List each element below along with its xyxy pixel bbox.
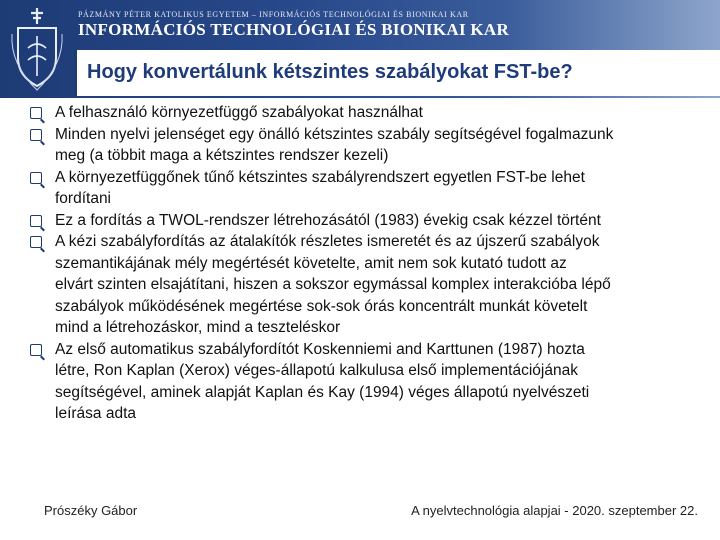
bullet-item xyxy=(30,102,710,124)
hollow-square-bullet-icon xyxy=(30,129,42,141)
bullet-line: A kézi szabályfordítás az átalakítók részletes ismeretét és az újszerű szabályok xyxy=(55,233,600,250)
bullet-line: Minden nyelvi jelenséget egy önálló kétszintes szabály segítségével fogalmazunk xyxy=(55,125,614,143)
header-banner xyxy=(0,0,720,98)
bullet-line: segítségével, aminek alapját Kaplan és Kay (1994) véges állapotú nyelvészeti xyxy=(55,383,590,401)
title-box xyxy=(74,50,720,96)
faculty-name: INFORMÁCIÓS TECHNOLÓGIAI ÉS BIONIKAI KAR xyxy=(78,20,510,39)
bullet-item xyxy=(30,210,710,232)
bullet-list xyxy=(30,102,710,425)
footer-author: Prószéky Gábor xyxy=(44,503,138,518)
university-name: PÁZMÁNY PÉTER KATOLIKUS EGYETEM – INFORMÁCIÓS TECHNOLÓGIAI ÉS BIONIKAI KAR xyxy=(78,10,469,19)
hollow-square-bullet-icon xyxy=(30,344,42,356)
bullet-item xyxy=(30,124,710,167)
bullet-line: A felhasználó környezetfüggő szabályokat használhat xyxy=(55,104,423,121)
bullet-line: szabályok működésének megértése sok-sok órás koncentrált munkát követelt xyxy=(55,297,588,315)
bullet-line: Az első automatikus szabályfordítót Koskenniemi and Karttunen (1987) hozta xyxy=(55,340,585,358)
footer-course-date: A nyelvtechnológia alapjai - 2020. szeptember 22. xyxy=(411,503,698,518)
bullet-line: szemantikájának mély megértését követelte, amit nem sok kutató tudott az xyxy=(55,254,567,272)
hollow-square-bullet-icon xyxy=(30,215,42,227)
bullet-line: elvárt szinten elsajátítani, hiszen a sokszor egymással komplex interakcióba lépő xyxy=(55,276,611,293)
hollow-square-bullet-icon xyxy=(30,236,42,248)
slide-title: Hogy konvertálunk kétszintes szabályokat FST-be? xyxy=(87,61,573,83)
hollow-square-bullet-icon xyxy=(30,107,42,119)
bullet-item xyxy=(30,167,710,210)
bullet-item xyxy=(30,231,710,339)
bullet-item xyxy=(30,339,710,425)
bullet-line: mind a létrehozáskor, mind a teszteléskor xyxy=(55,319,341,336)
bullet-line: fordítani xyxy=(55,190,112,207)
bullet-line: létre, Ron Kaplan (Xerox) véges-állapotú kalkulusa első implementációjának xyxy=(55,362,578,379)
bullet-line: leírása adta xyxy=(55,405,136,422)
university-crest-icon xyxy=(6,4,68,92)
bullet-line: A környezetfüggőnek tűnő kétszintes szabályrendszert egyetlen FST-be lehet xyxy=(55,168,585,186)
bullet-line: meg (a többit maga a kétszintes rendszer kezeli) xyxy=(55,147,389,164)
bullet-line: Ez a fordítás a TWOL-rendszer létrehozásától (1983) évekig csak kézzel történt xyxy=(55,211,601,229)
hollow-square-bullet-icon xyxy=(30,172,42,184)
